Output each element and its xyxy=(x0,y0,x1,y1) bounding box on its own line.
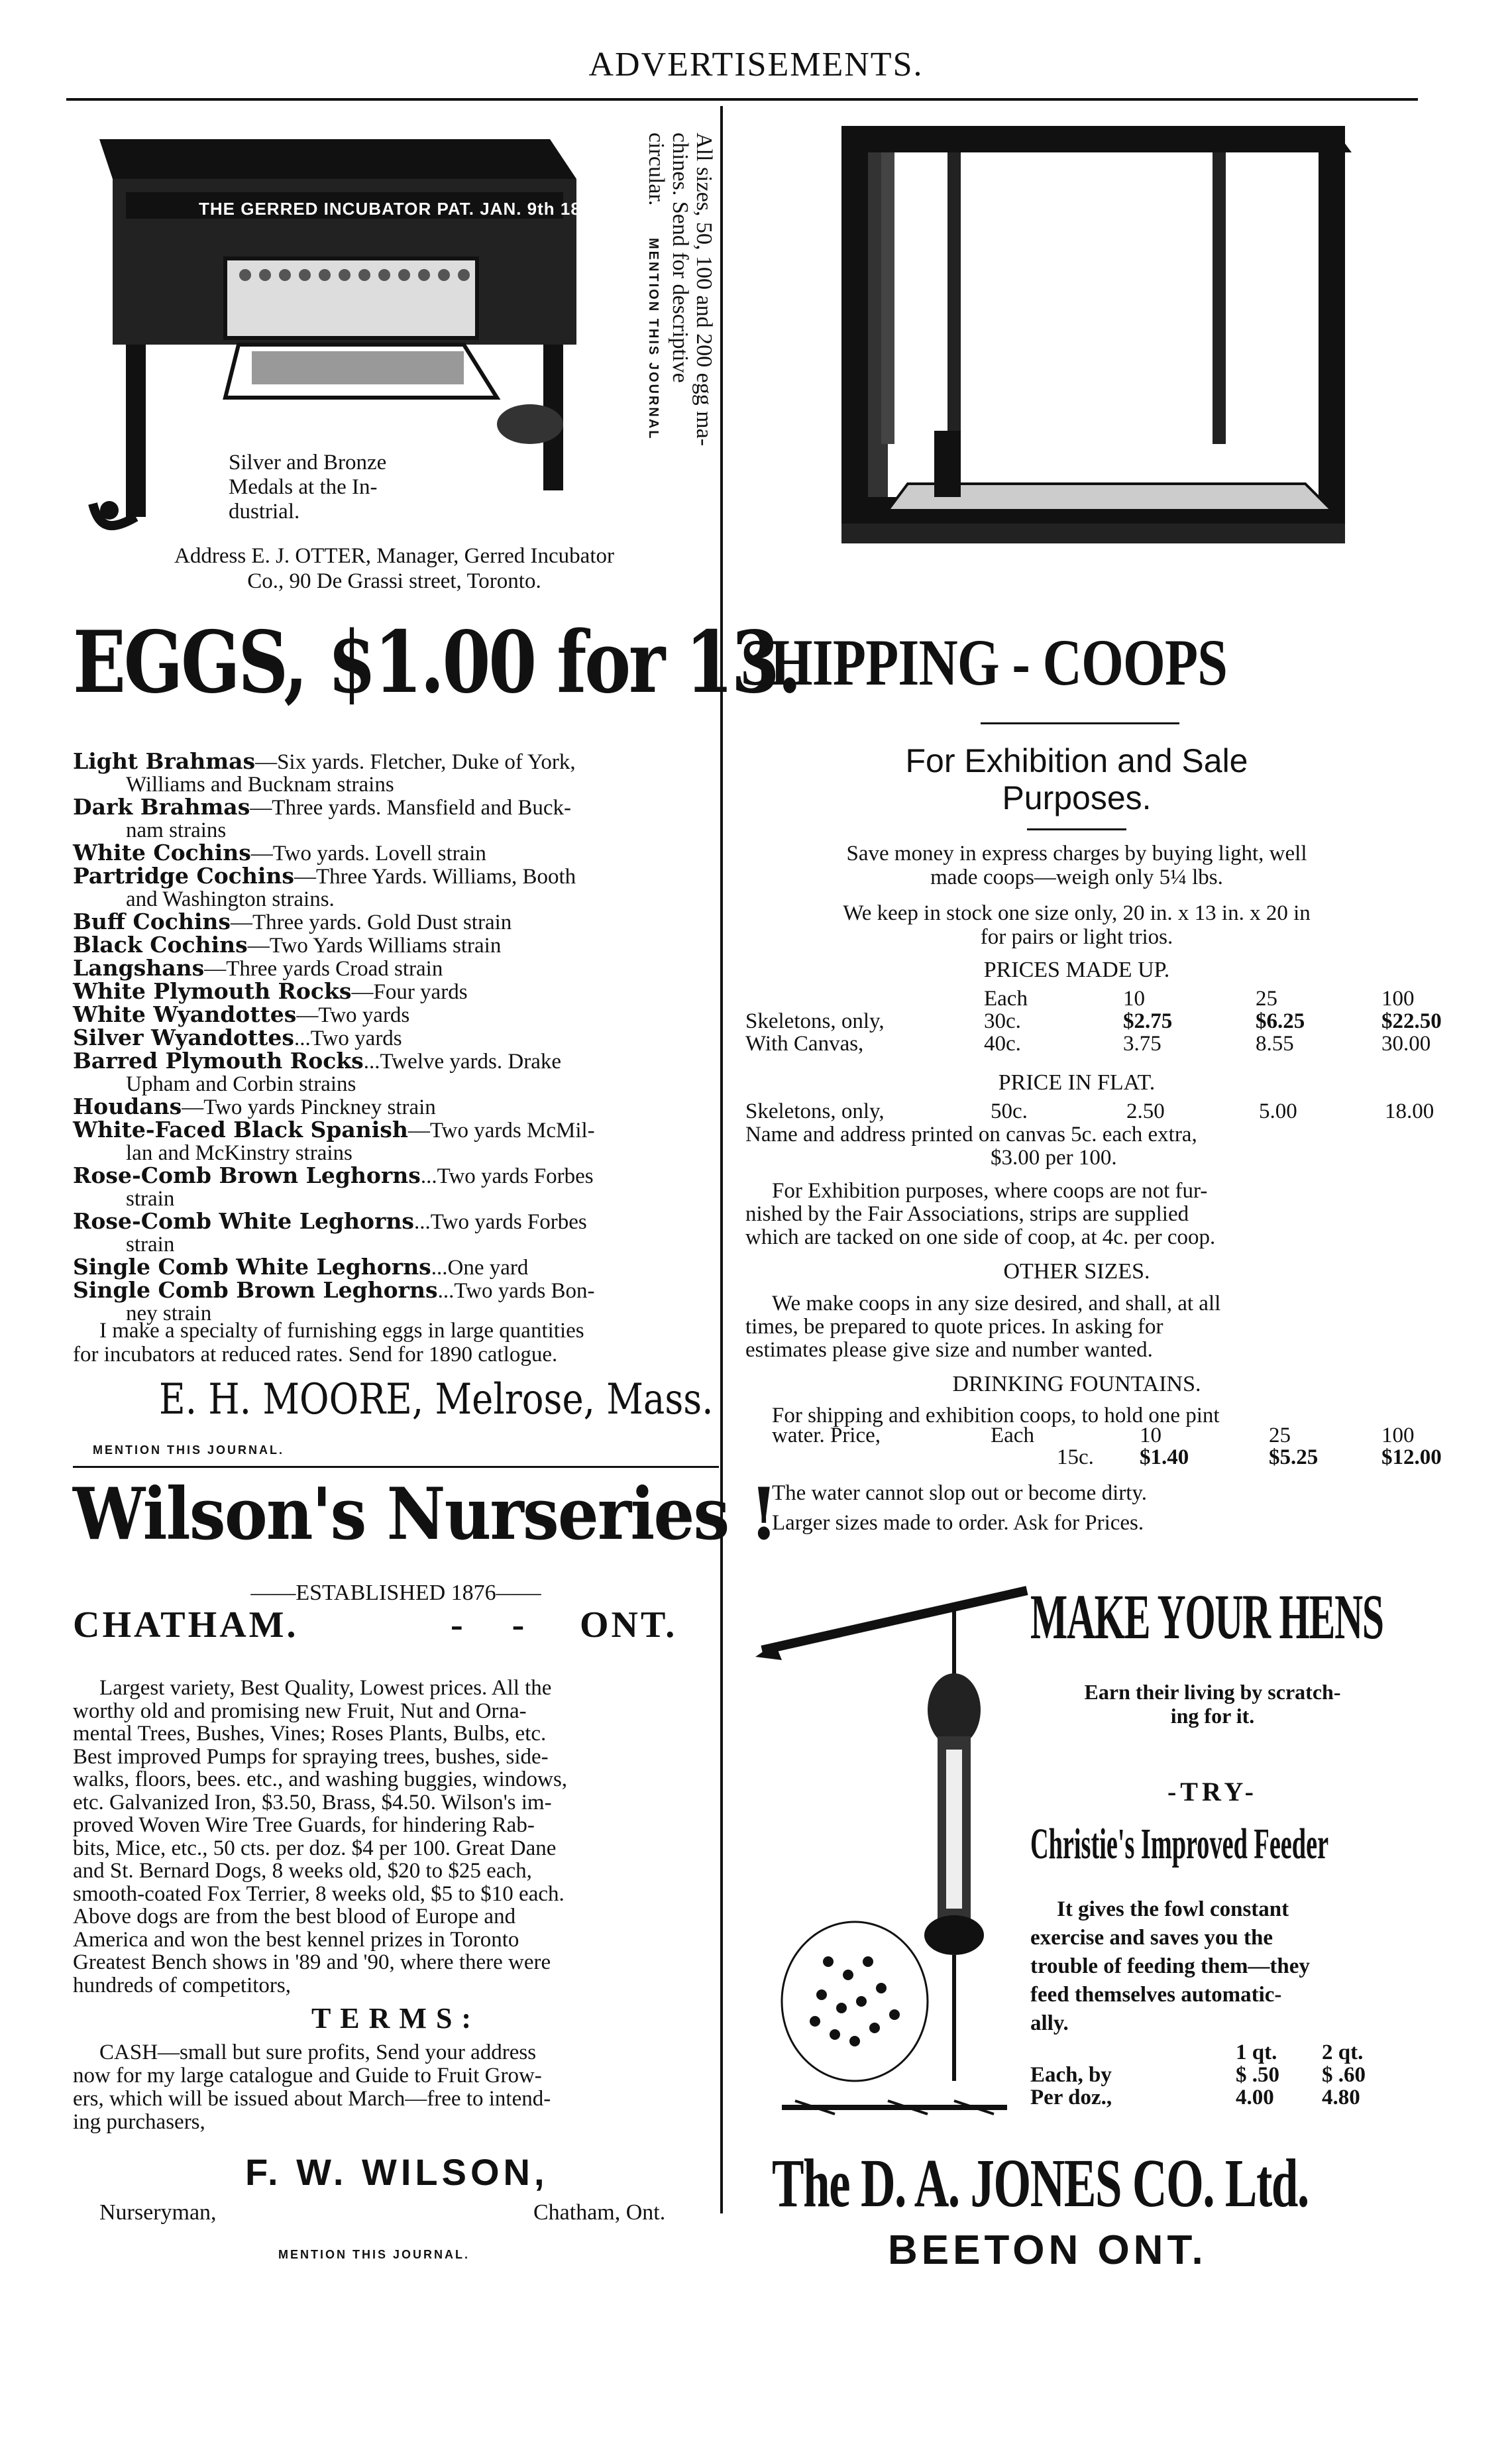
text-line: etc. Galvanized Iron, $3.50, Brass, $4.50. Wilson's im- xyxy=(73,1790,552,1815)
breed-name: Single Comb White Leghorns xyxy=(73,1254,431,1280)
breed-name: Barred Plymouth Rocks xyxy=(73,1048,364,1074)
price-cell: $2.75 xyxy=(1123,1009,1173,1033)
coops-flat-note xyxy=(745,1123,1408,1170)
breed-name: Rose-Comb Brown Leghorns xyxy=(73,1162,421,1188)
text-line: Best improved Pumps for spraying trees, bushes, side- xyxy=(73,1744,549,1769)
wilson-location: Chatham, Ont. xyxy=(533,2200,666,2225)
breed-detail: —Three Yards. Williams, Booth xyxy=(294,865,576,889)
text-line: America and won the best kennel prizes in Toronto xyxy=(73,1927,519,1952)
exhibition-line: nished by the Fair Associations, strips are supplied xyxy=(745,1202,1189,1226)
breed-detail: ...Two yards Forbes xyxy=(420,1164,594,1188)
list-item xyxy=(73,934,719,957)
price-cell: $6.25 xyxy=(1256,1009,1305,1033)
breed-detail: ...Two yards Bon- xyxy=(437,1279,595,1303)
wilson-province: ONT. xyxy=(580,1604,678,1646)
text-line: CASH—small but sure profits, Send your address xyxy=(99,2040,537,2064)
wilson-established: ——ESTABLISHED 1876—— xyxy=(250,1581,541,1605)
fountain-cell: $1.40 xyxy=(1140,1445,1189,1469)
breed-detail: ...One yard xyxy=(431,1256,529,1280)
breed-name: Light Brahmas xyxy=(73,748,256,774)
breed-detail-cont: lan and McKinstry strains xyxy=(126,1141,352,1165)
fountains-label: water. Price, xyxy=(772,1424,881,1447)
price-cell: 8.55 xyxy=(1256,1032,1294,1056)
list-item xyxy=(73,1210,719,1256)
text-line: exercise and saves you the xyxy=(1030,1926,1273,1950)
breed-detail: —Three yards. Gold Dust strain xyxy=(230,911,512,934)
note-line: I make a specialty of furnishing eggs in large quantities xyxy=(99,1319,584,1343)
table-row xyxy=(1030,2064,1366,2086)
breed-name: White-Faced Black Spanish xyxy=(73,1117,408,1143)
coops-fountains-heading: DRINKING FOUNTAINS. xyxy=(952,1372,1201,1396)
breed-name: Single Comb Brown Leghorns xyxy=(73,1277,438,1303)
wilson-mention: MENTION THIS JOURNAL. xyxy=(278,2248,470,2261)
hens-product: Christie's Improved Feeder xyxy=(1030,1820,1329,1868)
text-line: proved Woven Wire Tree Guards, for hindering Rab- xyxy=(73,1813,535,1837)
fountains-line-1: For shipping and exhibition coops, to hold one pint xyxy=(772,1404,1220,1427)
incubator-address xyxy=(73,543,716,594)
breed-name: Houdans xyxy=(73,1093,182,1119)
flat-cell: 50c. xyxy=(991,1099,1028,1123)
flat-note-line: Name and address printed on canvas 5c. each extra, xyxy=(745,1123,1197,1146)
text-line: and St. Bernard Dogs, 8 weeks old, $20 to $25 each, xyxy=(73,1859,532,1883)
hens-col-header: 1 qt. xyxy=(1236,2040,1277,2064)
breed-detail-cont: strain xyxy=(126,1233,175,1257)
incubator-side-text xyxy=(641,133,716,557)
breed-detail: —Three yards. Mansfield and Buck- xyxy=(250,796,572,820)
wilson-terms xyxy=(73,2041,719,2134)
fountain-col-header: 100 xyxy=(1381,1424,1415,1447)
table-row xyxy=(745,1010,1442,1033)
text-line: ing purchasers, xyxy=(73,2110,205,2134)
wilson-headline: Wilson's Nurseries ! xyxy=(73,1473,777,1556)
coops-rule xyxy=(981,722,1179,724)
list-item xyxy=(73,750,719,796)
wilson-role: Nurseryman, xyxy=(99,2200,217,2225)
breed-detail: ...Twelve yards. Drake xyxy=(363,1050,561,1074)
table-row xyxy=(1030,2041,1366,2064)
price-col-header: 100 xyxy=(1381,987,1415,1011)
breed-detail-cont: and Washington strains. xyxy=(126,887,335,911)
coops-flat-heading: PRICE IN FLAT. xyxy=(998,1070,1156,1095)
text-line: It gives the fowl constant xyxy=(1057,1897,1289,1921)
breed-detail: —Two yards Pinckney strain xyxy=(182,1095,436,1119)
eggs-headline: EGGS, $1.00 for 13. xyxy=(73,613,800,712)
list-item xyxy=(73,1027,719,1050)
header-rule xyxy=(66,98,1418,101)
text-line: mental Trees, Bushes, Vines; Roses Plants, Bulbs, etc. xyxy=(73,1722,547,1746)
text-line: Largest variety, Best Quality, Lowest prices. All the xyxy=(99,1676,552,1700)
intro-line: for pairs or light trios. xyxy=(980,925,1173,949)
table-row xyxy=(772,1447,1442,1469)
breed-name: Dark Brahmas xyxy=(73,794,250,820)
hens-sub xyxy=(1030,1680,1395,1728)
coops-intro-1 xyxy=(729,842,1425,889)
flat-cell: 2.50 xyxy=(1126,1099,1165,1123)
page-header-title: ADVERTISEMENTS. xyxy=(588,46,924,84)
table-row xyxy=(745,1033,1442,1055)
text-line: bits, Mice, etc., 50 cts. per doz. $4 per 100. Great Dane xyxy=(73,1836,557,1860)
hens-sub-line: Earn their living by scratch- xyxy=(1084,1680,1341,1704)
price-cell: 40c. xyxy=(984,1032,1021,1056)
breed-name: White Cochins xyxy=(73,840,251,866)
eggs-note xyxy=(73,1319,719,1367)
fountains-note-1: The water cannot slop out or become dirty. xyxy=(772,1481,1148,1505)
breed-detail: —Two yards. Lovell strain xyxy=(250,842,486,866)
list-item xyxy=(73,796,719,842)
text-line: worthy old and promising new Fruit, Nut and Orna- xyxy=(73,1699,527,1723)
breed-detail: —Two yards xyxy=(296,1003,410,1027)
text-line: Above dogs are from the best blood of Europe and xyxy=(73,1905,516,1928)
intro-line: We keep in stock one size only, 20 in. x 13 in. x 20 in xyxy=(843,901,1311,925)
table-row xyxy=(745,987,1442,1010)
intro-line: Save money in express charges by buying light, well xyxy=(846,842,1307,866)
breed-name: Langshans xyxy=(73,955,205,981)
table-row xyxy=(772,1425,1442,1447)
incubator-medals xyxy=(229,451,386,524)
medals-line: Medals at the In- xyxy=(229,475,378,499)
hens-price-table xyxy=(1030,2041,1366,2109)
list-item xyxy=(73,1050,719,1095)
fountains-note-2: Larger sizes made to order. Ask for Prices. xyxy=(772,1511,1144,1535)
breed-name: Partridge Cochins xyxy=(73,863,294,889)
coops-other xyxy=(745,1292,1408,1362)
text-line: Greatest Bench shows in '89 and '90, where there were xyxy=(73,1950,551,1974)
hens-try: -TRY- xyxy=(1167,1777,1258,1807)
list-item xyxy=(73,1164,719,1210)
breed-detail: —Six yards. Fletcher, Duke of York, xyxy=(255,750,576,774)
text-line: ally. xyxy=(1030,2011,1069,2035)
coops-fountains-table xyxy=(772,1425,1442,1469)
breed-name: Silver Wyandottes xyxy=(73,1025,294,1050)
side-mention: MENTION THIS JOURNAL xyxy=(646,237,661,441)
breed-detail: —Three yards Croad strain xyxy=(204,957,443,981)
breed-detail: ...Two yards xyxy=(294,1027,402,1050)
fountain-cell: $12.00 xyxy=(1381,1445,1442,1469)
table-row xyxy=(1030,2086,1366,2109)
list-item xyxy=(73,1256,719,1279)
medals-line: dustrial. xyxy=(229,500,300,524)
breed-detail-cont: ney strain xyxy=(126,1302,212,1325)
list-item xyxy=(73,1119,719,1164)
subheading-line: Purposes. xyxy=(1002,779,1152,816)
hens-location: BEETON ONT. xyxy=(888,2227,1207,2273)
breed-detail-cont: strain xyxy=(126,1187,175,1211)
exhibition-line: which are tacked on one side of coop, at 4c. per coop. xyxy=(745,1225,1216,1249)
text-line: feed themselves automatic- xyxy=(1030,1983,1282,2007)
side-line: chines. Send for descriptive xyxy=(668,133,692,383)
coops-headline: SHIPPING - COOPS xyxy=(741,626,1228,699)
breed-detail: —Two yards McMil- xyxy=(407,1119,595,1143)
hens-row-label: Per doz., xyxy=(1030,2086,1112,2109)
price-row-label: With Canvas, xyxy=(745,1032,864,1056)
other-line: We make coops in any size desired, and shall, at all xyxy=(772,1292,1221,1315)
fountain-cell: $5.25 xyxy=(1269,1445,1319,1469)
hens-body xyxy=(1030,1895,1401,2038)
fountain-col-header: 25 xyxy=(1269,1424,1291,1447)
hens-cell: $ .60 xyxy=(1322,2063,1366,2087)
flat-cell: 18.00 xyxy=(1385,1099,1434,1123)
shipping-coop-illustration xyxy=(815,113,1378,577)
left-divider-1 xyxy=(73,1466,719,1468)
hens-cell: $ .50 xyxy=(1236,2063,1279,2087)
text-line: walks, floors, bees. etc., and washing buggies, windows, xyxy=(73,1767,568,1791)
breed-detail-cont: nam strains xyxy=(126,818,227,842)
breed-detail-cont: Williams and Bucknam strains xyxy=(126,773,394,797)
subheading-line: For Exhibition and Sale xyxy=(905,742,1248,779)
list-item xyxy=(73,865,719,911)
price-col-header: 10 xyxy=(1123,987,1145,1011)
wilson-name: F. W. WILSON, xyxy=(245,2151,549,2193)
text-line: hundreds of competitors, xyxy=(73,1973,292,1997)
other-line: estimates please give size and number wanted. xyxy=(745,1338,1153,1362)
address-line: Address E. J. OTTER, Manager, Gerred Incubator xyxy=(174,544,614,568)
exhibition-line: For Exhibition purposes, where coops are not fur- xyxy=(772,1179,1208,1203)
eggs-breed-list xyxy=(73,750,719,1325)
price-col-header: 25 xyxy=(1256,987,1277,1011)
coops-rule-2 xyxy=(1027,828,1126,830)
price-cell: $22.50 xyxy=(1381,1009,1442,1033)
flat-row-label: Skeletons, only, xyxy=(745,1099,885,1123)
list-item xyxy=(73,911,719,934)
coops-prices-heading: PRICES MADE UP. xyxy=(983,958,1170,982)
flat-cell: 5.00 xyxy=(1259,1099,1297,1123)
breed-name: Buff Cochins xyxy=(73,909,231,934)
coops-flat-table xyxy=(745,1100,1434,1123)
breed-name: White Plymouth Rocks xyxy=(73,978,352,1004)
incubator-machine-label: THE GERRED INCUBATOR PAT. JAN. 9th 1888 xyxy=(199,199,602,219)
hens-col-header: 2 qt. xyxy=(1322,2040,1364,2064)
coops-prices-table xyxy=(745,987,1442,1055)
other-line: times, be prepared to quote prices. In asking for xyxy=(745,1315,1163,1339)
coops-intro-2 xyxy=(729,901,1425,949)
breed-name: White Wyandottes xyxy=(73,1001,297,1027)
hens-cell: 4.80 xyxy=(1322,2086,1360,2109)
medals-line: Silver and Bronze xyxy=(229,451,387,475)
breed-detail: —Four yards xyxy=(351,980,468,1004)
price-cell: 30.00 xyxy=(1381,1032,1431,1056)
fountain-cell: 15c. xyxy=(1057,1445,1094,1469)
address-line: Co., 90 De Grassi street, Toronto. xyxy=(247,569,541,593)
list-item xyxy=(73,1279,719,1325)
table-row xyxy=(745,1100,1434,1123)
hens-company: The D. A. JONES CO. Ltd. xyxy=(772,2145,1309,2221)
side-line: circular. xyxy=(644,133,669,206)
coops-other-heading: OTHER SIZES. xyxy=(1003,1259,1150,1284)
text-line: ers, which will be issued about March—free to intend- xyxy=(73,2087,551,2111)
price-col-header: Each xyxy=(984,987,1028,1011)
price-cell: 3.75 xyxy=(1123,1032,1161,1056)
breed-name: Black Cochins xyxy=(73,932,248,958)
hens-row-label: Each, by xyxy=(1030,2063,1112,2087)
coops-exhibition xyxy=(745,1180,1408,1249)
wilson-city: CHATHAM. xyxy=(73,1604,299,1646)
list-item xyxy=(73,1095,719,1119)
wilson-terms-heading: TERMS: xyxy=(311,2002,481,2035)
breed-detail-cont: Upham and Corbin strains xyxy=(126,1072,356,1096)
wilson-dash: - - xyxy=(451,1604,545,1646)
breed-detail: ...Two yards Forbes xyxy=(414,1210,587,1234)
list-item xyxy=(73,1003,719,1027)
price-cell: 30c. xyxy=(984,1009,1021,1033)
list-item xyxy=(73,842,719,865)
breed-name: Rose-Comb White Leghorns xyxy=(73,1208,415,1234)
side-line: All sizes, 50, 100 and 200 egg ma- xyxy=(692,133,716,447)
flat-note-line: $3.00 per 100. xyxy=(991,1146,1117,1170)
column-divider xyxy=(720,106,723,2213)
text-line: now for my large catalogue and Guide to Fruit Grow- xyxy=(73,2064,542,2088)
list-item xyxy=(73,980,719,1003)
eggs-mention: MENTION THIS JOURNAL. xyxy=(93,1443,285,1457)
coops-subheading xyxy=(729,742,1425,816)
fountain-col-header: 10 xyxy=(1140,1424,1161,1447)
feeder-illustration xyxy=(755,1577,1034,2160)
price-row-label: Skeletons, only, xyxy=(745,1009,885,1033)
hens-headline: MAKE YOUR HENS xyxy=(1030,1581,1383,1652)
hens-cell: 4.00 xyxy=(1236,2086,1274,2109)
text-line: smooth-coated Fox Terrier, 8 weeks old, $5 to $10 each. xyxy=(73,1881,565,1906)
hens-sub-line: ing for it. xyxy=(1170,1704,1255,1728)
eggs-signature: E. H. MOORE, Melrose, Mass. xyxy=(159,1375,714,1424)
intro-line: made coops—weigh only 5¼ lbs. xyxy=(930,866,1223,889)
fountain-col-header: Each xyxy=(991,1424,1034,1447)
text-line: trouble of feeding them—they xyxy=(1030,1954,1310,1978)
note-line: for incubators at reduced rates. Send for 1890 catlogue. xyxy=(73,1343,558,1367)
wilson-body xyxy=(73,1677,719,1997)
list-item xyxy=(73,957,719,980)
breed-detail: —Two Yards Williams strain xyxy=(247,934,502,958)
